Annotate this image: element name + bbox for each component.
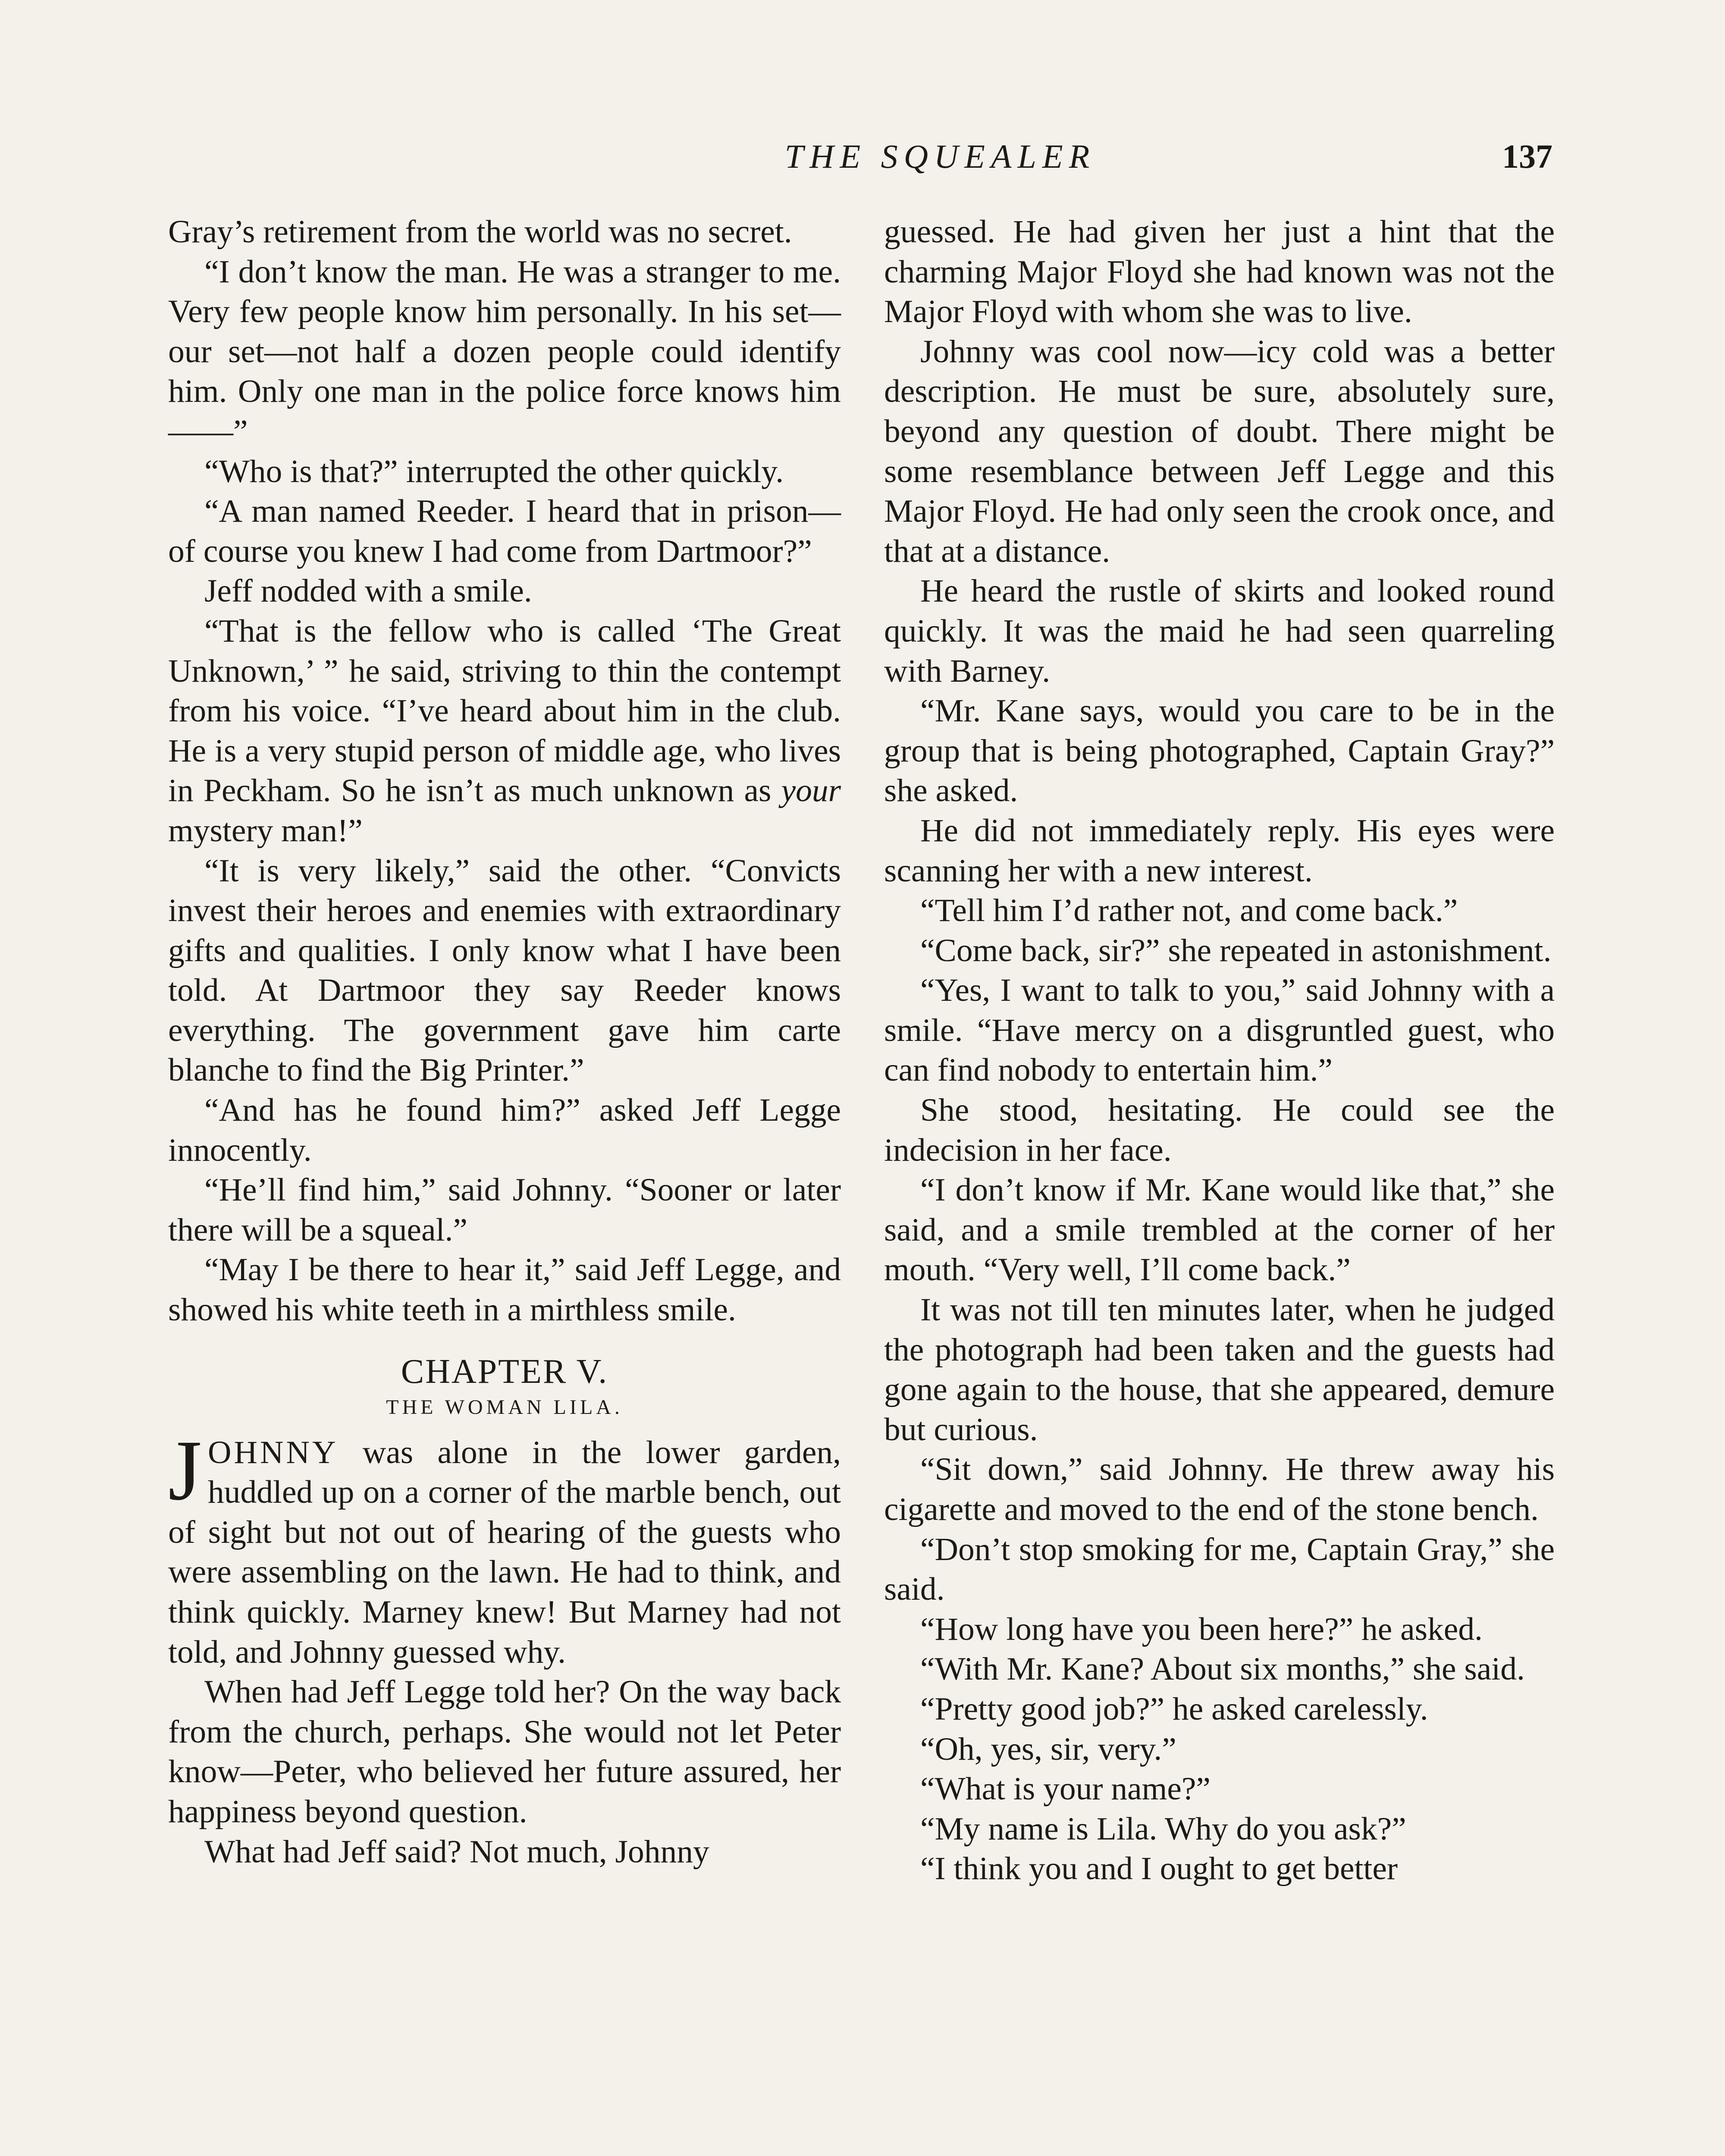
paragraph: He heard the rustle of skirts and looked round quickly. It was the maid he had seen quarreling with Barney. <box>884 573 1555 689</box>
paragraph: guessed. He had given her just a hint that the charming Major Floyd she had known was not the Major Floyd with whom she was to live. <box>884 214 1555 330</box>
paragraph: “Tell him I’d rather not, and come back.” <box>920 893 1458 929</box>
paragraph: When had Jeff Legge told her? On the way back from the church, perhaps. She would not let Peter know—Peter, who believed her future assured, her happiness beyond question. <box>168 1674 841 1830</box>
paragraph: “With Mr. Kane? About six months,” she said. <box>920 1651 1525 1687</box>
paragraph: “It is very likely,” said the other. “Convicts invest their heroes and enemies with extraordinary gifts and qualities. I only know what I have been told. At Dartmoor they say Reeder knows everything. The government gave him carte blanche to find the Big Printer.” <box>168 852 841 1088</box>
chapter-subtitle: THE WOMAN LILA. <box>386 1395 623 1419</box>
paragraph: She stood, hesitating. He could see the indecision in her face. <box>884 1092 1555 1168</box>
paragraph: “A man named Reeder. I heard that in prison—of course you knew I had come from Dartmoor?” <box>168 493 841 569</box>
chapter-heading: CHAPTER V. <box>401 1352 608 1391</box>
paragraph: “Mr. Kane says, would you care to be in the group that is being photographed, Captain Gray?” she asked. <box>884 693 1555 809</box>
small-caps-lead: OHNNY <box>207 1434 339 1470</box>
paragraph-text: “That is the fellow who is called ‘The Great Unknown,’ ” he said, striving to thin the contempt from his voice. “I’ve heard about him in the club. He is a very stupid person of middle age, who lives in Peckham. So he isn’t as much unknown as <box>168 613 841 809</box>
paragraph: “My name is Lila. Why do you ask?” <box>920 1811 1406 1847</box>
paragraph: “I don’t know if Mr. Kane would like that,” she said, and a smile trembled at the corner of her mouth. “Very well, I’ll come back.” <box>884 1172 1555 1288</box>
page-number: 137 <box>1502 138 1552 175</box>
paragraph: “Who is that?” interrupted the other quickly. <box>204 453 784 489</box>
chapter-opening-paragraph <box>168 1423 841 1673</box>
paragraph: Gray’s retirement from the world was no secret. <box>168 214 792 250</box>
paragraph: “I think you and I ought to get better <box>920 1851 1398 1887</box>
paragraph: “How long have you been here?” he asked. <box>920 1611 1483 1647</box>
paragraph <box>168 611 841 851</box>
paragraph: “And has he found him?” asked Jeff Legge innocently. <box>168 1092 841 1168</box>
drop-cap: J <box>168 1423 202 1518</box>
paragraph: “Yes, I want to talk to you,” said Johnny with a smile. “Have mercy on a disgruntled guest, who can find nobody to entertain him.” <box>884 972 1555 1088</box>
emphasis-word: your <box>781 773 841 809</box>
paragraph: “Don’t stop smoking for me, Captain Gray,” she said. <box>884 1531 1555 1608</box>
paragraph: “Sit down,” said Johnny. He threw away his cigarette and moved to the end of the stone bench. <box>884 1451 1555 1527</box>
paragraph: “Pretty good job?” he asked carelessly. <box>920 1691 1428 1727</box>
paragraph: “He’ll find him,” said Johnny. “Sooner or later there will be a squeal.” <box>168 1172 841 1248</box>
paragraph-text: mystery man!” <box>168 812 363 849</box>
paragraph: He did not immediately reply. His eyes were scanning her with a new interest. <box>884 812 1555 889</box>
paragraph: “What is your name?” <box>920 1771 1211 1807</box>
paragraph-text: was alone in the lower garden, huddled up on a corner of the marble bench, out of sight but not out of hearing of the guests who were assembling on the lawn. He had to think, and think quickly. Marney knew! But Marney had not told, and Johnny guessed why. <box>168 1434 841 1670</box>
paragraph: It was not till ten minutes later, when he judged the photograph had been taken and the guests had gone again to the house, that she appeared, demure but curious. <box>884 1292 1555 1448</box>
paragraph: Johnny was cool now—icy cold was a better description. He must be sure, absolutely sure, beyond any question of doubt. There might be some resemblance between Jeff Legge and this Major Floyd. He had only seen the crook once, and that at a distance. <box>884 333 1555 569</box>
left-column <box>168 212 841 2156</box>
paragraph: “Come back, sir?” she repeated in astonishment. <box>920 932 1552 968</box>
paragraph: “I don’t know the man. He was a stranger to me. Very few people know him personally. In his set—our set—not half a dozen people could identify him. Only one man in the police force knows him——” <box>168 254 841 449</box>
running-title: THE SQUEALER <box>784 138 1096 175</box>
paragraph: Jeff nodded with a smile. <box>204 573 532 609</box>
right-column <box>884 212 1555 2156</box>
paragraph: What had Jeff said? Not much, Johnny <box>204 1833 709 1870</box>
paragraph: “May I be there to hear it,” said Jeff Legge, and showed his white teeth in a mirthless smile. <box>168 1252 841 1328</box>
paragraph: “Oh, yes, sir, very.” <box>920 1731 1176 1767</box>
running-header <box>0 137 1725 176</box>
